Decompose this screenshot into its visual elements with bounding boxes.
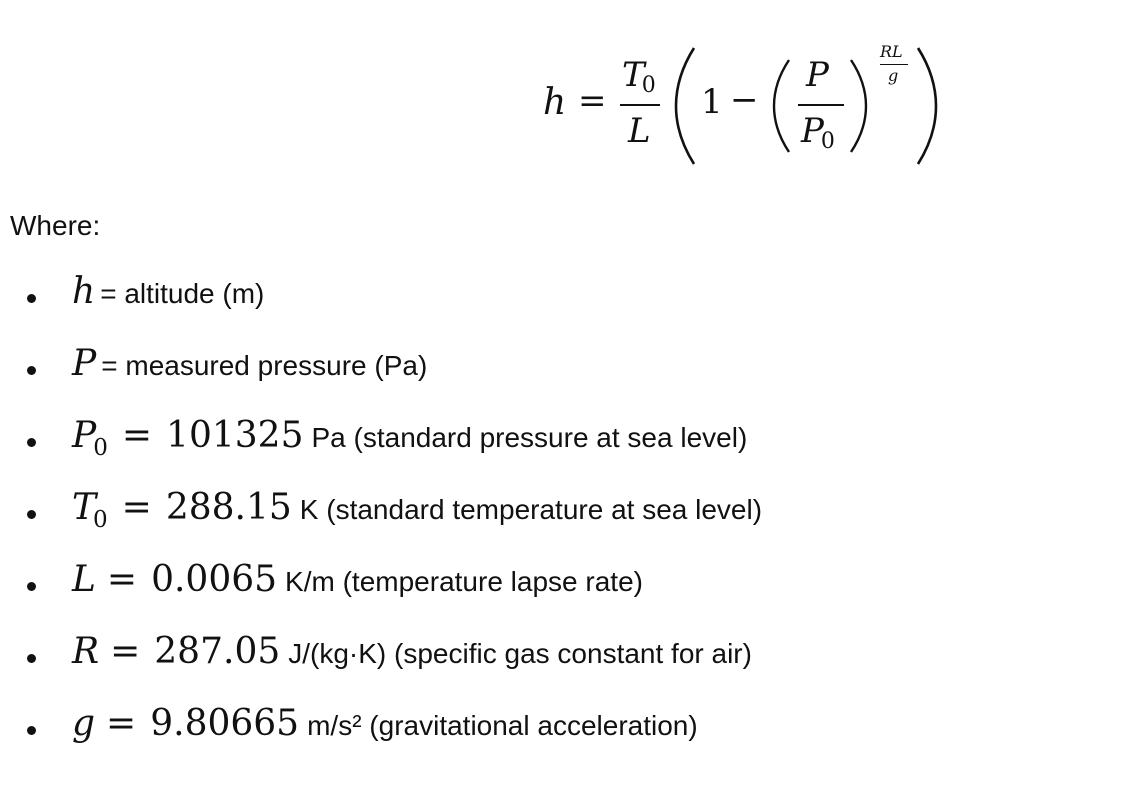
left-inner-paren (772, 58, 792, 154)
formula-minus: − (730, 80, 759, 120)
definition-text: J/(kg·K) (specific gas constant for air) (288, 638, 752, 669)
definition-math: g = 9.80665 (72, 703, 300, 744)
definition-math: h (72, 271, 96, 312)
right-inner-paren (848, 58, 868, 154)
formula-l-denominator: L (628, 111, 651, 151)
definition-math: P (72, 343, 97, 384)
formula-p-numerator: P (806, 55, 829, 95)
formula-pressure-fraction-bar (798, 104, 844, 106)
formula-exponent-fraction-bar (880, 64, 908, 65)
definition-text: K/m (temperature lapse rate) (285, 566, 643, 597)
bullet-icon (27, 654, 36, 663)
definition-text: = measured pressure (Pa) (101, 350, 428, 381)
definition-math: $P_0 = 101325$ (72, 415, 304, 461)
bullet-icon (27, 726, 36, 735)
definition-text: = altitude (m) (100, 278, 265, 309)
definition-math: L = 0.0065 (72, 559, 278, 600)
formula-fraction-bar (620, 104, 660, 106)
definition-math: R = 287.05 (72, 631, 281, 672)
definition-text: Pa (standard pressure at sea level) (311, 422, 748, 453)
definition-text: K (standard temperature at sea level) (299, 494, 763, 525)
formula-p0-denominator: $P_0$ (801, 111, 835, 154)
definition-math: $T_0 = 288.15$ (72, 487, 292, 533)
formula-equals: = (578, 81, 607, 121)
where-label: Where: (10, 210, 101, 241)
formula-h: h (543, 82, 567, 123)
bullet-icon (27, 294, 36, 303)
formula-one: 1 (701, 82, 723, 122)
formula-t0-numerator: $T_0$ (622, 55, 656, 98)
definition-text: m/s² (gravitational acceleration) (307, 710, 698, 741)
bullet-icon (27, 438, 36, 447)
left-big-paren (674, 46, 698, 166)
formula-exponent-denominator: g (888, 66, 899, 85)
bullet-icon (27, 582, 36, 591)
bullet-icon (27, 366, 36, 375)
right-big-paren (914, 46, 938, 166)
bullet-icon (27, 510, 36, 519)
formula-exponent-numerator: RL (880, 42, 903, 61)
barometric-altitude-formula (540, 38, 960, 168)
